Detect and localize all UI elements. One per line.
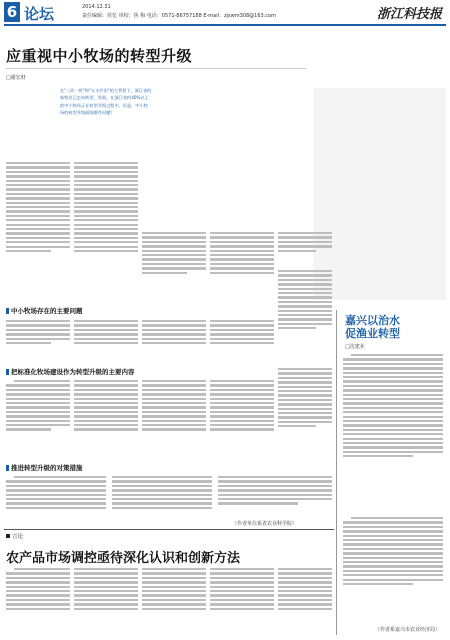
sidebar-byline: □沈建业 [345, 344, 365, 350]
sidebar-title [345, 314, 400, 340]
body-column [74, 160, 138, 300]
sidebar-panel [313, 88, 446, 300]
sidebar-body [343, 515, 443, 623]
body-column [278, 230, 332, 264]
body-column [210, 230, 274, 300]
sidebar-title-line2: 促渔业转型 [345, 327, 400, 340]
subhead-marker [6, 308, 9, 314]
body-column [278, 268, 332, 363]
commentary-title: 农产品市场调控亟待深化认识和创新方法 [6, 551, 241, 566]
sidebar-body [343, 352, 443, 512]
body-column [278, 366, 332, 460]
subhead-3-text: 推进转型升级的对策措施 [11, 464, 83, 472]
title-divider [6, 68, 306, 69]
sidebar-title-line1: 嘉兴以治水 [345, 314, 400, 327]
subhead-3 [6, 463, 83, 472]
commentary-divider [4, 529, 334, 530]
commentary-column [6, 566, 70, 636]
subhead-1 [6, 306, 83, 315]
subhead-2-text: 把标准化牧场建设作为转型升级的主要内容 [11, 368, 135, 376]
commentary-column [278, 566, 332, 636]
subhead-marker [6, 369, 9, 375]
article-intro: 在"三改一拆"和"五水共治"的大背景下，浙江省的畜牧业已走向转型、发展。在浙江省约40%以上的中小牧场正在转型升级过程中。但是，中小牧场的转型升级面临哪些问题？ [60, 88, 152, 115]
subhead-2 [6, 367, 135, 376]
body-column [142, 378, 206, 460]
subhead-marker [6, 465, 9, 471]
sidebar-divider [336, 310, 337, 635]
body-column [210, 378, 274, 460]
sidebar-author-note: （作者系嘉兴市农业经济局） [374, 627, 440, 633]
body-column [112, 474, 212, 526]
commentary-column [74, 566, 138, 636]
body-column [74, 318, 138, 363]
editor-contact: 责任编辑：侯忆 审校：焦 梅 电话：0571-86757188 E-mail：zjswm308@163.com [82, 13, 276, 19]
commentary-label-text: 言论 [12, 534, 24, 540]
page-header [0, 0, 450, 26]
body-column [74, 378, 138, 460]
body-column [6, 318, 70, 363]
article-byline: □谢宏财 [6, 75, 26, 81]
square-bullet-icon [6, 534, 10, 538]
body-column [6, 474, 106, 526]
body-column [218, 474, 332, 526]
body-column [142, 318, 206, 363]
section-name: 论坛 [24, 5, 55, 23]
body-column [210, 318, 274, 363]
commentary-column [210, 566, 274, 636]
body-column [142, 230, 206, 300]
author-note: （作者单位系省农业科学院） [232, 521, 298, 527]
subhead-1-text: 中小牧场存在的主要问题 [11, 307, 83, 315]
header-rule [4, 24, 446, 26]
commentary-column [142, 566, 206, 636]
article-title: 应重视中小牧场的转型升级 [6, 47, 193, 65]
body-column [6, 378, 70, 460]
newspaper-logo: 浙江科技报 [376, 7, 442, 22]
commentary-label [6, 532, 23, 540]
page-number: 6 [4, 2, 20, 22]
issue-date: 2014.12.31 [82, 4, 111, 10]
body-column [6, 160, 70, 300]
